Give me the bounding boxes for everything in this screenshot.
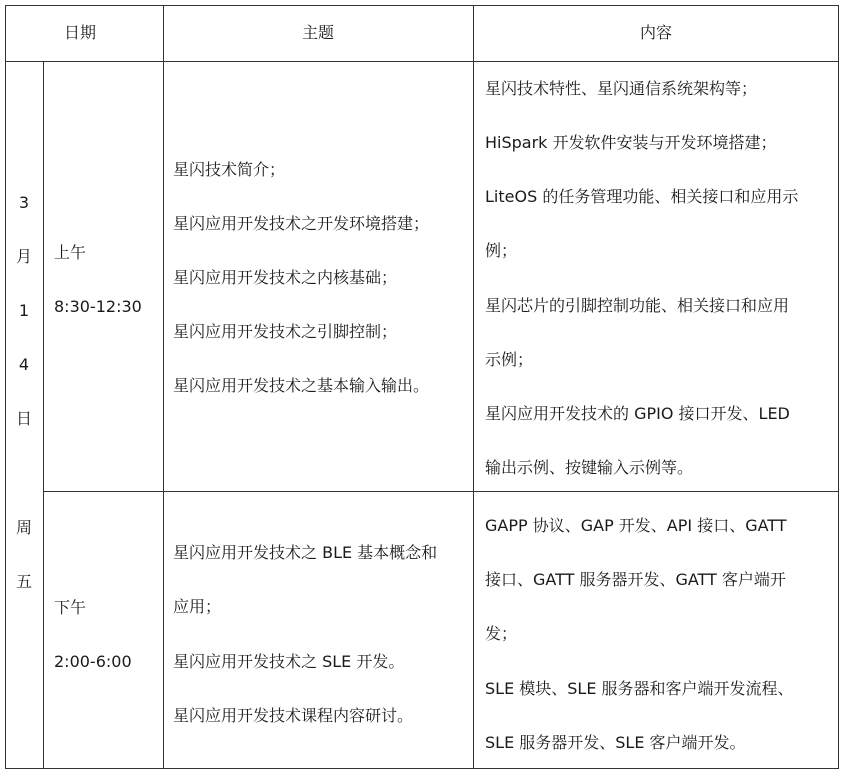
topic-line: 应用； [173, 597, 222, 616]
content-line: SLE 服务器开发、SLE 客户端开发。 [485, 733, 746, 752]
content-line: 星闪技术特性、星闪通信系统架构等； [485, 79, 758, 98]
topic-line: 星闪应用开发技术之基本输入输出。 [173, 376, 430, 395]
header-date: 日期 [63, 23, 97, 42]
date-char: 周 [15, 518, 33, 537]
date-char: 五 [15, 572, 33, 591]
content-line: GAPP 协议、GAP 开发、API 接口、GATT [485, 516, 787, 535]
date-char: 3 [18, 193, 30, 212]
content-line: 示例； [485, 350, 534, 369]
content-line: 例； [485, 241, 518, 260]
date-char: 月 [15, 247, 33, 266]
session-label: 下午 [54, 598, 87, 617]
divider-date-topic [163, 5, 164, 769]
content-line: LiteOS 的任务管理功能、相关接口和应用示 [485, 187, 799, 206]
content-line: 星闪芯片的引脚控制功能、相关接口和应用 [485, 296, 790, 315]
content-line: 接口、GATT 服务器开发、GATT 客户端开 [485, 570, 786, 589]
divider-date-session [43, 61, 44, 769]
header-content: 内容 [639, 23, 673, 42]
topic-line: 星闪技术简介； [173, 160, 286, 179]
topic-line: 星闪应用开发技术之 BLE 基本概念和 [173, 543, 438, 562]
topic-line: 星闪应用开发技术之内核基础； [173, 268, 398, 287]
session-label: 上午 [54, 243, 87, 262]
session-time: 2:00-6:00 [54, 652, 132, 671]
date-char: 1 [18, 301, 30, 320]
content-line: SLE 模块、SLE 服务器和客户端开发流程、 [485, 679, 794, 698]
date-char: 日 [15, 409, 33, 428]
date-char: 4 [18, 355, 30, 374]
divider-header [5, 61, 839, 62]
topic-line: 星闪应用开发技术之开发环境搭建； [173, 214, 430, 233]
topic-line: 星闪应用开发技术课程内容研讨。 [173, 706, 414, 725]
content-line: HiSpark 开发软件安装与开发环境搭建； [485, 133, 777, 152]
content-line: 星闪应用开发技术的 GPIO 接口开发、LED [485, 404, 790, 423]
topic-line: 星闪应用开发技术之引脚控制； [173, 322, 398, 341]
divider-morning-afternoon [43, 491, 839, 492]
content-line: 发； [485, 624, 518, 643]
divider-topic-content [473, 5, 474, 769]
header-topic: 主题 [301, 23, 335, 42]
session-time: 8:30-12:30 [54, 297, 142, 316]
topic-line: 星闪应用开发技术之 SLE 开发。 [173, 652, 405, 671]
content-line: 输出示例、按键输入示例等。 [485, 458, 694, 477]
